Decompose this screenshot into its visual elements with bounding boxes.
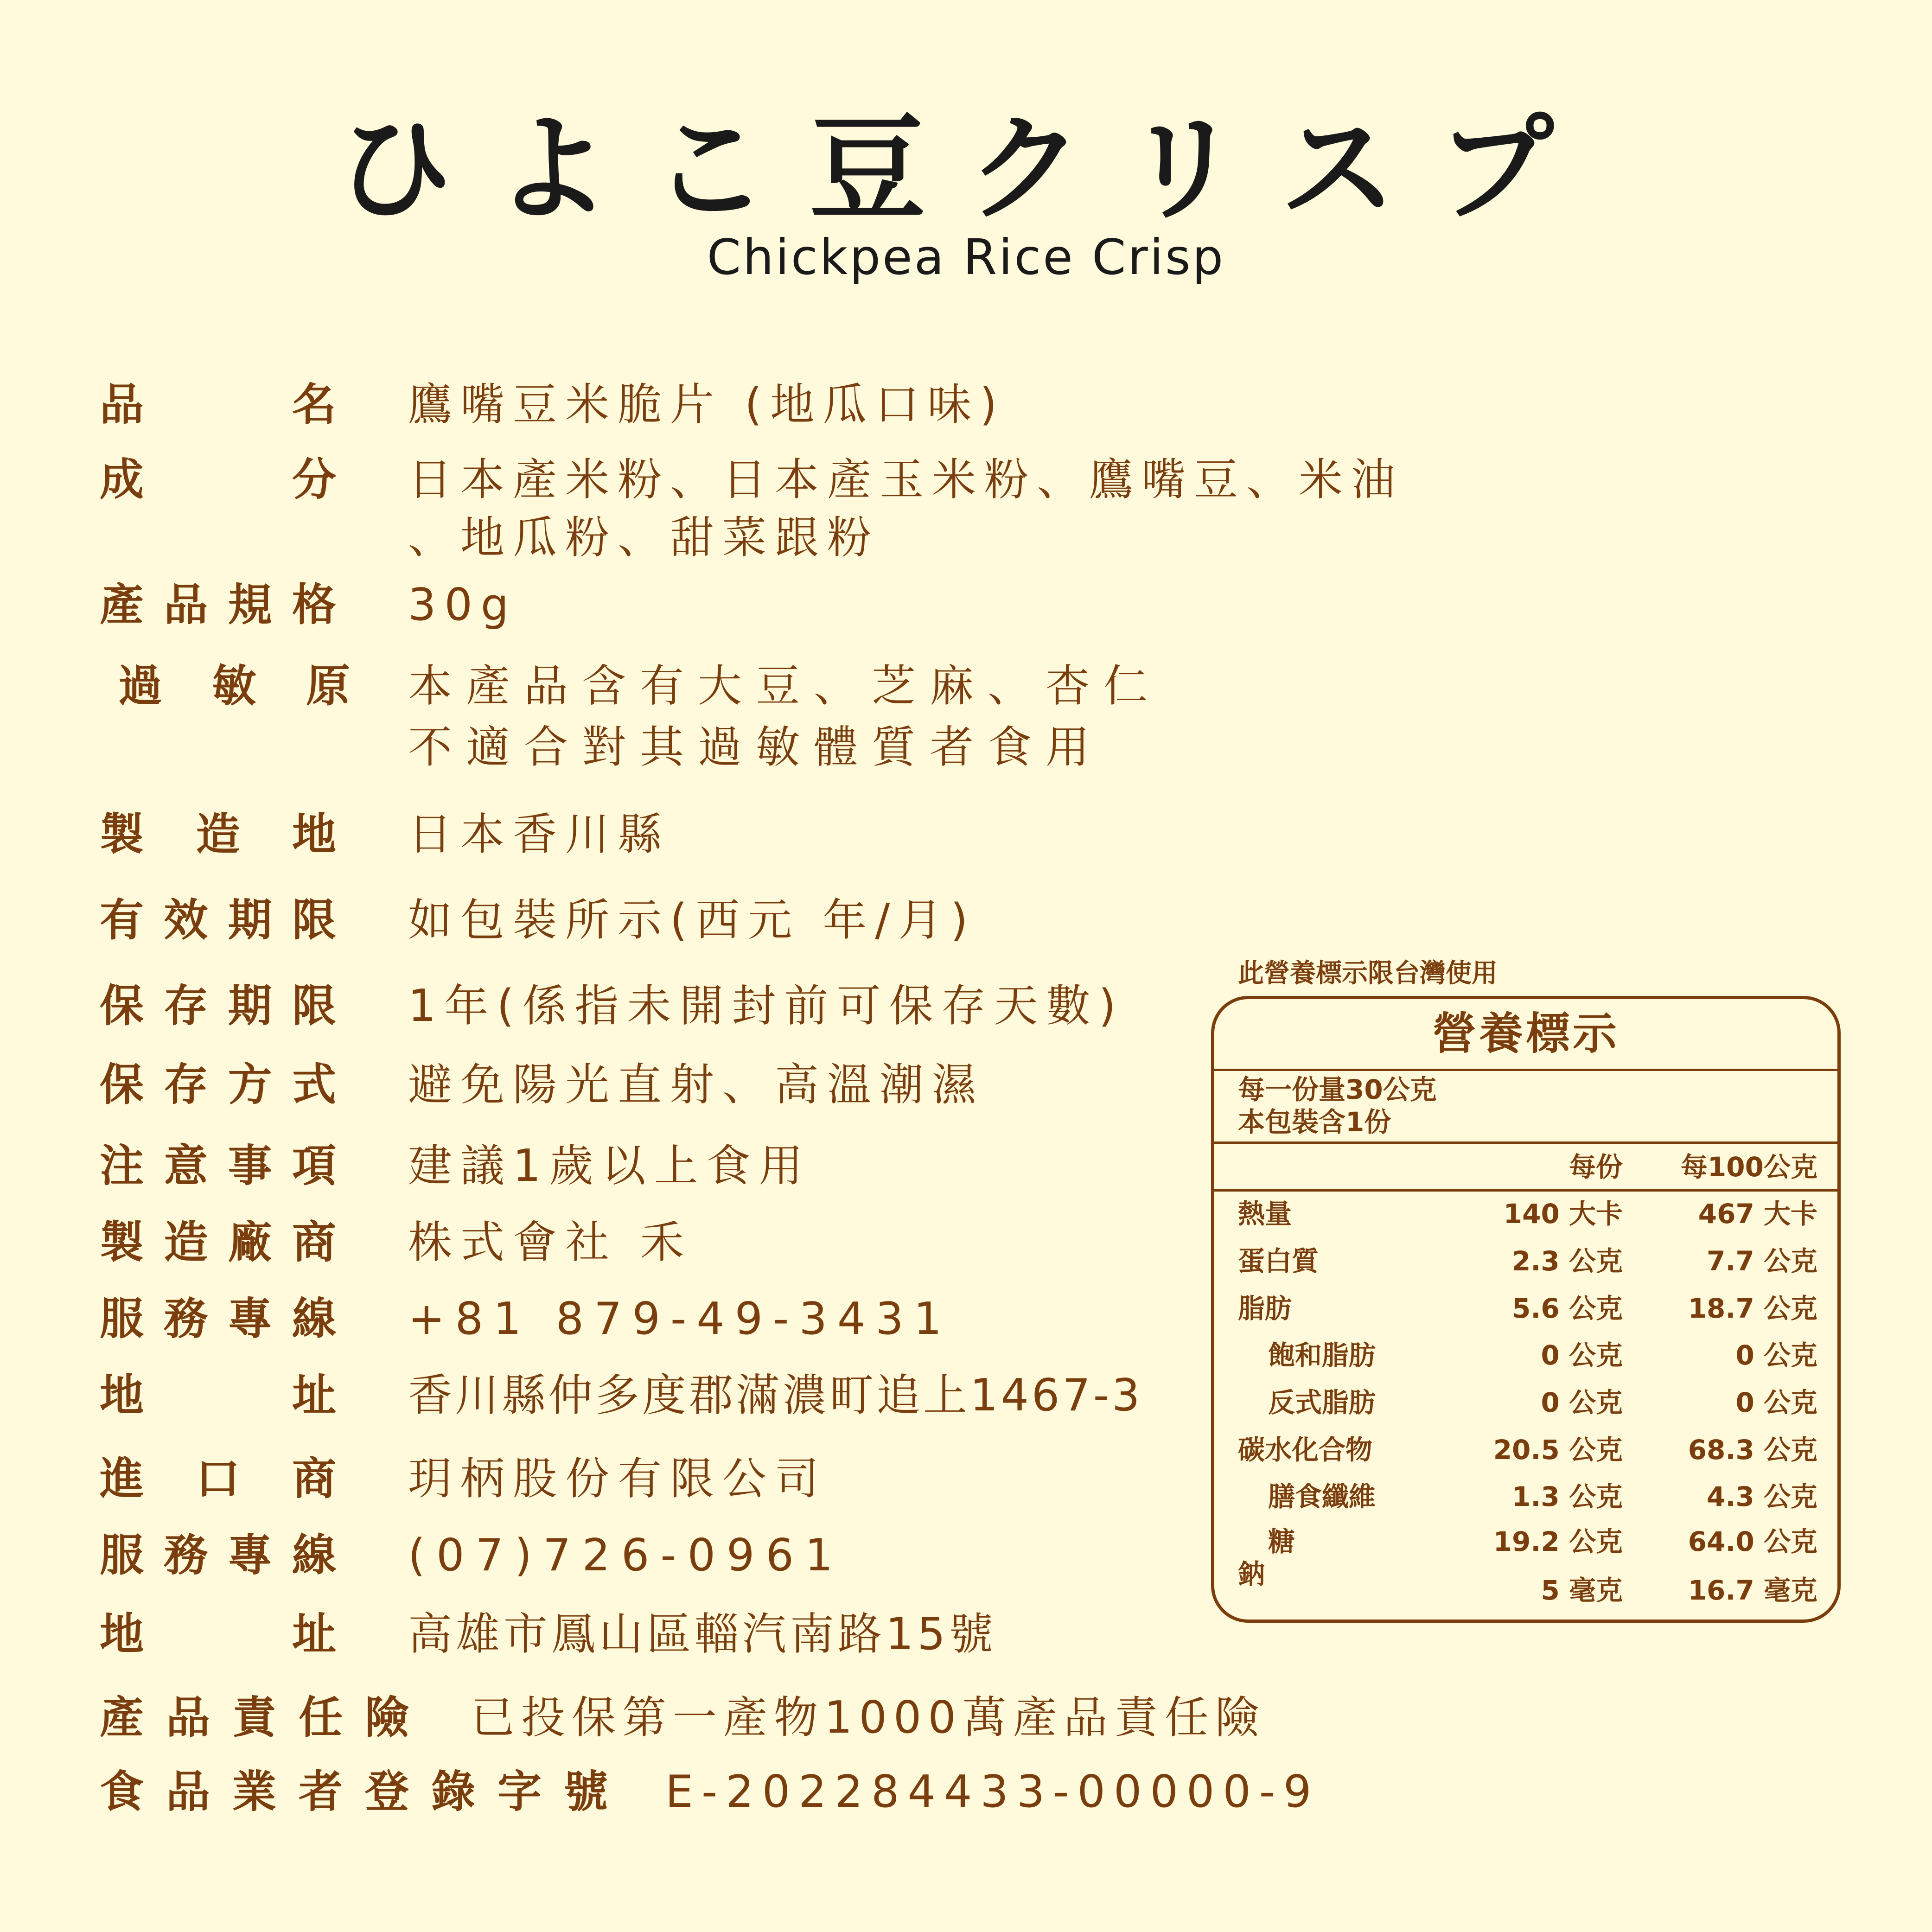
info-value: 、地瓜粉、甜菜跟粉 <box>408 512 880 563</box>
info-value: 30g <box>408 580 517 631</box>
info-label: 注意事項 <box>100 1141 336 1192</box>
info-label: 地址 <box>100 1609 336 1660</box>
info-label: 成分 <box>100 454 336 505</box>
nutrient-per-serving: 140 大卡 <box>1503 1198 1623 1230</box>
info-value: 高雄市鳳山區輜汽南路15號 <box>408 1609 997 1660</box>
nutrient-per-100g: 0 公克 <box>1735 1387 1817 1418</box>
nutrient-name: 鈉 <box>1238 1558 1265 1590</box>
info-label: 過敏原 <box>118 661 350 712</box>
nutrition-note: 此營養標示限台灣使用 <box>1238 958 1498 988</box>
nutrient-per-serving: 19.2 公克 <box>1493 1526 1623 1557</box>
footer-value: 已投保第一產物1000萬產品責任險 <box>471 1692 1266 1743</box>
nutrient-per-100g: 467 大卡 <box>1698 1198 1817 1230</box>
info-label: 進口商 <box>100 1454 336 1505</box>
nutrient-per-100g: 0 公克 <box>1735 1339 1817 1371</box>
nutrient-name: 碳水化合物 <box>1238 1434 1373 1466</box>
footer-value: E-202284433-00000-9 <box>665 1766 1320 1817</box>
info-value: 不適合對其過敏體質者食用 <box>408 722 1104 773</box>
info-value: 避免陽光直射、高溫潮濕 <box>408 1059 985 1110</box>
info-value: 日本產米粉、日本產玉米粉、鷹嘴豆、米油 <box>408 454 1404 505</box>
info-value: (07)726-0961 <box>408 1530 844 1581</box>
nutrient-name: 膳食纖維 <box>1268 1481 1376 1512</box>
info-label: 有效期限 <box>100 895 336 946</box>
info-label: 製造地 <box>100 809 336 860</box>
info-label: 服務專線 <box>100 1294 336 1345</box>
info-label: 地址 <box>100 1370 336 1421</box>
divider <box>1213 1141 1839 1144</box>
info-value: 如包裝所示(西元 年/月) <box>408 895 976 946</box>
info-value: 玥柄股份有限公司 <box>408 1454 828 1505</box>
nutrient-name: 脂肪 <box>1238 1293 1292 1324</box>
serving-size: 每一份量30公克 <box>1238 1074 1437 1105</box>
nutrient-per-100g: 68.3 公克 <box>1688 1434 1817 1466</box>
nutrient-per-serving: 0 公克 <box>1541 1387 1623 1418</box>
nutrient-per-serving: 5.6 公克 <box>1512 1293 1623 1324</box>
info-label: 製造廠商 <box>100 1217 336 1268</box>
nutrient-per-100g: 7.7 公克 <box>1707 1245 1817 1277</box>
column-header-per-100g: 每100公克 <box>1680 1151 1817 1183</box>
nutrient-per-serving: 2.3 公克 <box>1512 1245 1623 1277</box>
info-value: +81 879-49-3431 <box>408 1294 952 1345</box>
nutrient-name: 飽和脂肪 <box>1268 1339 1376 1371</box>
divider <box>1213 1189 1839 1192</box>
footer-label: 食品業者登錄字號 <box>100 1766 631 1817</box>
info-value: 香川縣仲多度郡滿濃町追上1467-3 <box>408 1370 1143 1421</box>
nutrient-per-serving: 20.5 公克 <box>1493 1434 1623 1466</box>
info-label: 品名 <box>100 379 336 430</box>
info-label: 保存方式 <box>100 1059 336 1110</box>
info-value: 建議1歲以上食用 <box>408 1141 811 1192</box>
nutrient-name: 反式脂肪 <box>1268 1387 1376 1418</box>
nutrient-name: 糖 <box>1268 1526 1295 1557</box>
nutrient-per-serving: 5 毫克 <box>1541 1575 1623 1606</box>
info-value: 本產品含有大豆、芝麻、杏仁 <box>408 661 1162 712</box>
product-title: ひよこ豆クリスプ <box>337 102 1595 236</box>
nutrient-per-100g: 4.3 公克 <box>1707 1481 1817 1512</box>
column-header-per-serving: 每份 <box>1569 1151 1623 1183</box>
servings-per-package: 本包裝含1份 <box>1238 1106 1391 1138</box>
nutrient-per-serving: 1.3 公克 <box>1512 1481 1623 1512</box>
product-subtitle: Chickpea Rice Crisp <box>707 229 1225 286</box>
footer-label: 產品責任險 <box>100 1692 432 1743</box>
info-value: 1年(係指未開封前可保存天數) <box>408 981 1124 1032</box>
nutrient-name: 蛋白質 <box>1238 1245 1319 1277</box>
info-value: 鷹嘴豆米脆片 (地瓜口味) <box>408 379 1006 430</box>
info-value: 株式會社 禾 <box>408 1217 693 1268</box>
nutrient-per-100g: 64.0 公克 <box>1688 1526 1817 1557</box>
nutrient-per-serving: 0 公克 <box>1541 1339 1623 1371</box>
info-label: 產品規格 <box>100 580 336 631</box>
nutrient-per-100g: 18.7 公克 <box>1688 1293 1817 1324</box>
info-label: 保存期限 <box>100 981 336 1032</box>
nutrition-title: 營養標示 <box>1432 1008 1620 1059</box>
nutrient-per-100g: 16.7 毫克 <box>1688 1575 1817 1606</box>
nutrient-name: 熱量 <box>1238 1198 1292 1230</box>
info-label: 服務專線 <box>100 1530 336 1581</box>
info-value: 日本香川縣 <box>408 809 670 860</box>
